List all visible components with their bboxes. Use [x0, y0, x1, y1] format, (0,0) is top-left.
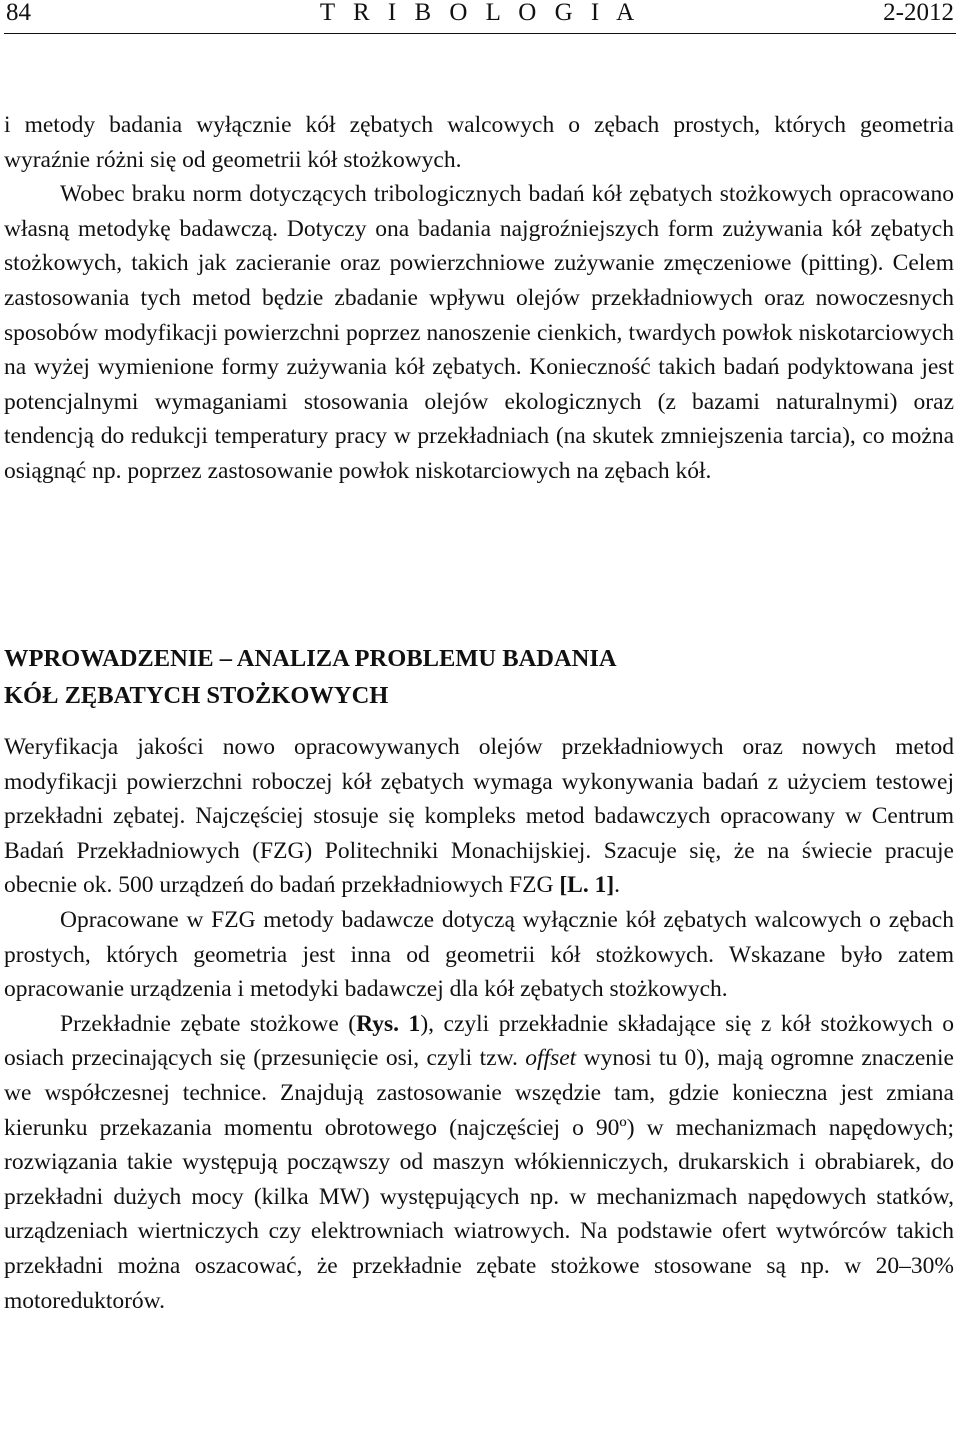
- paragraph-verification-end: .: [614, 872, 621, 899]
- paragraph-fzg-methods: Opracowane w FZG metody badawcze dotyczą wyłącznie kół zębatych walcowych o zębach prostych, których geometria jest inna od geometrii kół stożkowych. Wskazane było zatem opracowanie urządzenia i metodyki badawczej dla kół zębatych stożkowych.: [4, 906, 954, 1003]
- bevel-text-2: ), czyli przekładnie składające się z kół stożkowych o osiach przecinających się (przesunięcie osi, czyli tzw.: [4, 1010, 954, 1072]
- running-header: [0, 0, 960, 28]
- section-heading-line2: KÓŁ ZĘBATYCH STOŻKOWYCH: [4, 682, 389, 709]
- offset-term: offset: [525, 1045, 577, 1072]
- page-number: 84: [6, 0, 31, 26]
- intro-text-block: [4, 108, 954, 489]
- bevel-text-3: wynosi tu 0), mają ogromne znaczenie we współczesnej technice. Znajdują zastosowanie wszędzie tam, gdzie konieczna jest zmiana kierunku przekazania momentu obrotowego (najczęściej o 90º) w mechanizmach napędowych; rozwiązania takie występują począwszy od maszyn włókienniczych, drukarskich i obrabiarek, do przekładni dużych mocy (kilka MW) występujących np. w mechanizmach napędowych statków, urządzeniach wiertniczych czy elektrowniach wiatrowych. Na podstawie ofert wytwórców takich przekładni można oszacować, że przekładnie zębate stożkowe stosowane są np. w 20–30% motoreduktorów.: [4, 1045, 954, 1314]
- paragraph-continuation: i metody badania wyłącznie kół zębatych walcowych o zębach prostych, których geometria wyraźnie różni się od geometrii kół stożkowych.: [4, 112, 954, 173]
- section-heading: [4, 640, 954, 714]
- issue-number: 2-2012: [883, 0, 954, 26]
- header-divider: [4, 33, 956, 34]
- section-heading-line1: WPROWADZENIE – ANALIZA PROBLEMU BADANIA: [4, 645, 617, 672]
- bevel-text-1: Przekładnie zębate stożkowe (: [60, 1010, 357, 1037]
- section-text-block: [4, 730, 954, 1318]
- paragraph-bevel-gears: [4, 1007, 954, 1318]
- paragraph-verification-text: Weryfikacja jakości nowo opracowywanych olejów przekładniowych oraz nowych metod modyfikacji powierzchni roboczej kół zębatych wymaga wykonywania badań z użyciem testowej przekładni zębatej. Najczęściej stosuje się kompleks metod badawczych opracowany w Centrum Badań Przekładniowych (FZG) Politechniki Monachijskiej. Szacuje się, że na świecie pracuje obecnie ok. 500 urządzeń do badań przekładniowych FZG: [4, 734, 954, 899]
- figure-reference: Rys. 1: [356, 1010, 421, 1037]
- paragraph-methodology: Wobec braku norm dotyczących tribologicznych badań kół zębatych stożkowych opracowano własną metodykę badawczą. Dotyczy ona badania najgroźniejszych form zużywania kół zębatych stożkowych, takich jak zacieranie oraz powierzchniowe zużywanie zmęczeniowe (pitting). Celem zastosowania tych metod będzie zbadanie wpływu olejów przekładniowych oraz nowoczesnych sposobów modyfikacji powierzchni poprzez nanoszenie cienkich, twardych powłok niskotarciowych na wyżej wymienione formy zużywania kół zębatych. Konieczność takich badań podyktowana jest potencjalnymi wymaganiami stosowania olejów ekologicznych (z bazami naturalnymi) oraz tendencją do redukcji temperatury pracy w przekładniach (na skutek zmniejszenia tarcia), co można osiągnąć np. poprzez zastosowanie powłok niskotarciowych na zębach kół.: [4, 181, 954, 484]
- paragraph-verification: [4, 730, 954, 903]
- journal-title: T R I B O L O G I A: [319, 0, 641, 26]
- literature-reference: [L. 1]: [559, 872, 615, 899]
